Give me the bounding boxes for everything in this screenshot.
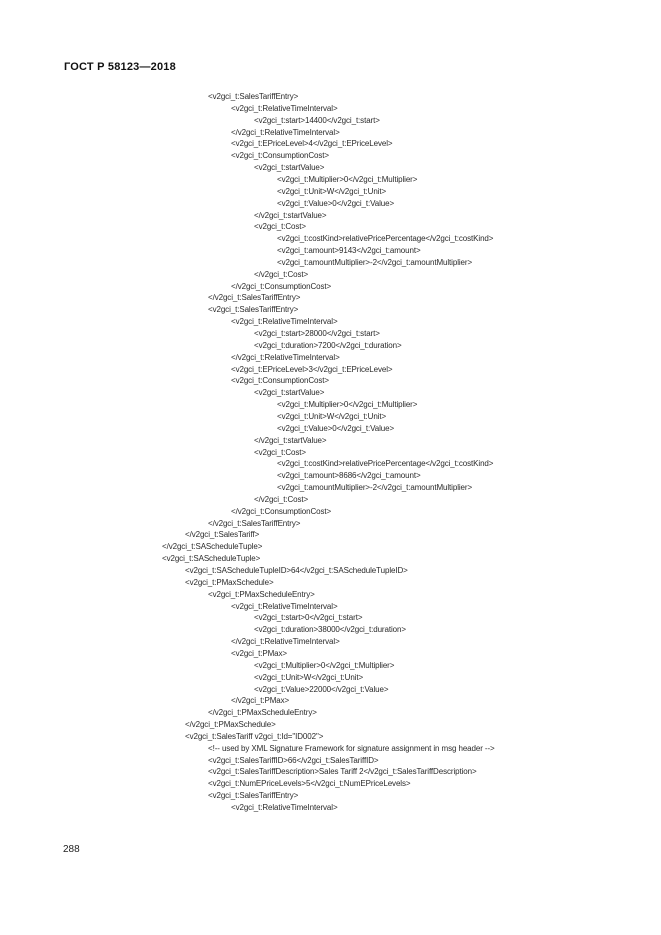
code-line: </v2gci_t:PMaxScheduleEntry>	[208, 708, 317, 717]
code-line: <v2gci_t:SalesTariff v2gci_t:Id="ID002">	[185, 732, 324, 741]
code-line: <v2gci_t:amountMultiplier>-2</v2gci_t:amountMultiplier>	[277, 258, 473, 267]
code-line: <v2gci_t:PMaxSchedule>	[185, 578, 274, 587]
code-line: <v2gci_t:Cost>	[254, 448, 306, 457]
code-line: </v2gci_t:PMax>	[231, 696, 290, 705]
code-line: <v2gci_t:duration>7200</v2gci_t:duration>	[254, 341, 402, 350]
code-line: <v2gci_t:SalesTariffID>66</v2gci_t:SalesTariffID>	[208, 756, 379, 765]
code-line: </v2gci_t:RelativeTimeInterval>	[231, 637, 340, 646]
code-line: <v2gci_t:ConsumptionCost>	[231, 376, 330, 385]
code-line: <v2gci_t:SalesTariffEntry>	[208, 92, 299, 101]
code-line: <v2gci_t:RelativeTimeInterval>	[231, 602, 338, 611]
code-line: </v2gci_t:startValue>	[254, 436, 327, 445]
code-line: <v2gci_t:Unit>W</v2gci_t:Unit>	[254, 673, 364, 682]
code-line: </v2gci_t:startValue>	[254, 211, 327, 220]
code-line: <v2gci_t:amount>9143</v2gci_t:amount>	[277, 246, 421, 255]
code-line: <v2gci_t:Unit>W</v2gci_t:Unit>	[277, 187, 387, 196]
code-line: <v2gci_t:start>0</v2gci_t:start>	[254, 613, 363, 622]
code-line: <v2gci_t:costKind>relativePricePercentage</v2gci_t:costKind>	[277, 459, 494, 468]
code-line: <v2gci_t:Cost>	[254, 222, 306, 231]
code-line: <v2gci_t:RelativeTimeInterval>	[231, 104, 338, 113]
code-line: <v2gci_t:PMaxScheduleEntry>	[208, 590, 315, 599]
code-line: <!-- used by XML Signature Framework for signature assignment in msg header -->	[208, 744, 495, 753]
code-line: </v2gci_t:Cost>	[254, 270, 309, 279]
code-line: <v2gci_t:EPriceLevel>3</v2gci_t:EPriceLevel>	[231, 365, 393, 374]
code-line: <v2gci_t:SAScheduleTupleID>64</v2gci_t:SAScheduleTupleID>	[185, 566, 408, 575]
code-line: <v2gci_t:Unit>W</v2gci_t:Unit>	[277, 412, 387, 421]
code-line: </v2gci_t:SAScheduleTuple>	[162, 542, 263, 551]
code-line: </v2gci_t:RelativeTimeInterval>	[231, 128, 340, 137]
code-line: <v2gci_t:RelativeTimeInterval>	[231, 317, 338, 326]
code-line: <v2gci_t:ConsumptionCost>	[231, 151, 330, 160]
code-line: <v2gci_t:SalesTariffDescription>Sales Tariff 2</v2gci_t:SalesTariffDescription>	[208, 767, 477, 776]
code-line: </v2gci_t:ConsumptionCost>	[231, 282, 332, 291]
code-line: </v2gci_t:Cost>	[254, 495, 309, 504]
code-line: </v2gci_t:SalesTariffEntry>	[208, 519, 301, 528]
code-line: <v2gci_t:Multiplier>0</v2gci_t:Multiplier>	[254, 661, 395, 670]
code-line: <v2gci_t:SalesTariffEntry>	[208, 791, 299, 800]
code-line: <v2gci_t:PMax>	[231, 649, 287, 658]
code-line: <v2gci_t:RelativeTimeInterval>	[231, 803, 338, 812]
code-line: <v2gci_t:amountMultiplier>-2</v2gci_t:amountMultiplier>	[277, 483, 473, 492]
code-line: <v2gci_t:Multiplier>0</v2gci_t:Multiplier>	[277, 175, 418, 184]
code-line: <v2gci_t:SAScheduleTuple>	[162, 554, 261, 563]
code-line: <v2gci_t:Value>22000</v2gci_t:Value>	[254, 685, 389, 694]
code-line: <v2gci_t:startValue>	[254, 163, 325, 172]
code-line: </v2gci_t:ConsumptionCost>	[231, 507, 332, 516]
code-line: <v2gci_t:Value>0</v2gci_t:Value>	[277, 199, 395, 208]
page-number: 288	[63, 844, 80, 855]
code-line: </v2gci_t:PMaxSchedule>	[185, 720, 276, 729]
document-header: ГОСТ Р 58123—2018	[64, 61, 176, 73]
code-line: <v2gci_t:Value>0</v2gci_t:Value>	[277, 424, 395, 433]
code-line: <v2gci_t:duration>38000</v2gci_t:duration>	[254, 625, 406, 634]
code-line: <v2gci_t:amount>8686</v2gci_t:amount>	[277, 471, 421, 480]
code-line: </v2gci_t:RelativeTimeInterval>	[231, 353, 340, 362]
code-line: </v2gci_t:SalesTariff>	[185, 530, 260, 539]
code-line: <v2gci_t:start>14400</v2gci_t:start>	[254, 116, 380, 125]
code-line: <v2gci_t:SalesTariffEntry>	[208, 305, 299, 314]
code-line: </v2gci_t:SalesTariffEntry>	[208, 293, 301, 302]
code-line: <v2gci_t:EPriceLevel>4</v2gci_t:EPriceLevel>	[231, 139, 393, 148]
code-line: <v2gci_t:costKind>relativePricePercentage</v2gci_t:costKind>	[277, 234, 494, 243]
code-line: <v2gci_t:startValue>	[254, 388, 325, 397]
code-line: <v2gci_t:start>28000</v2gci_t:start>	[254, 329, 380, 338]
code-line: <v2gci_t:Multiplier>0</v2gci_t:Multiplier>	[277, 400, 418, 409]
code-line: <v2gci_t:NumEPriceLevels>5</v2gci_t:NumEPriceLevels>	[208, 779, 411, 788]
